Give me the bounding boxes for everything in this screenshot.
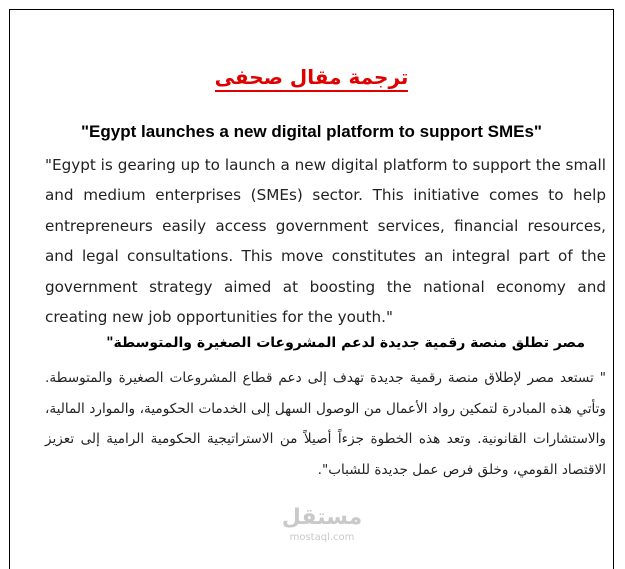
- arabic-body-paragraph: " تستعد مصر لإطلاق منصة رقمية جديدة تهدف إلى دعم قطاع المشروعات الصغيرة والمتوسطة. وتأتي هذه المبادرة لتمكين رواد الأعمال من الوصول السهل إلى الخدمات الحكومية، والموارد المالية، والاستشارات القانونية. وتعد هذه الخطوة جزءاً أصيلاً من الاستراتيجية الحكومية الرامية إلى تعزيز الاقتصاد القومي، وخلق فرص عمل جديدة للشباب".: [45, 370, 606, 478]
- document-title: [10, 62, 613, 92]
- watermark-logo-text: مستقل: [281, 505, 363, 530]
- watermark-domain: mostaql.com: [289, 532, 355, 543]
- mostaql-watermark: [272, 504, 372, 544]
- arabic-headline: مصر تطلق منصة رقمية جديدة لدعم المشروعات الصغيرة والمتوسطة": [106, 335, 585, 351]
- english-body-paragraph: "Egypt is gearing up to launch a new digital platform to support the small and medium enterprises (SMEs) sector. This initiative comes to help entrepreneurs easily access government services, financial resources, and legal consultations. This move constitutes an integral part of the government strategy aimed at boosting the national economy and creating new job opportunities for the youth.": [45, 156, 606, 327]
- english-headline: "Egypt launches a new digital platform to support SMEs": [80, 122, 542, 141]
- document-page: [9, 9, 614, 569]
- document-title-text: ترجمة مقال صحفى: [215, 65, 409, 92]
